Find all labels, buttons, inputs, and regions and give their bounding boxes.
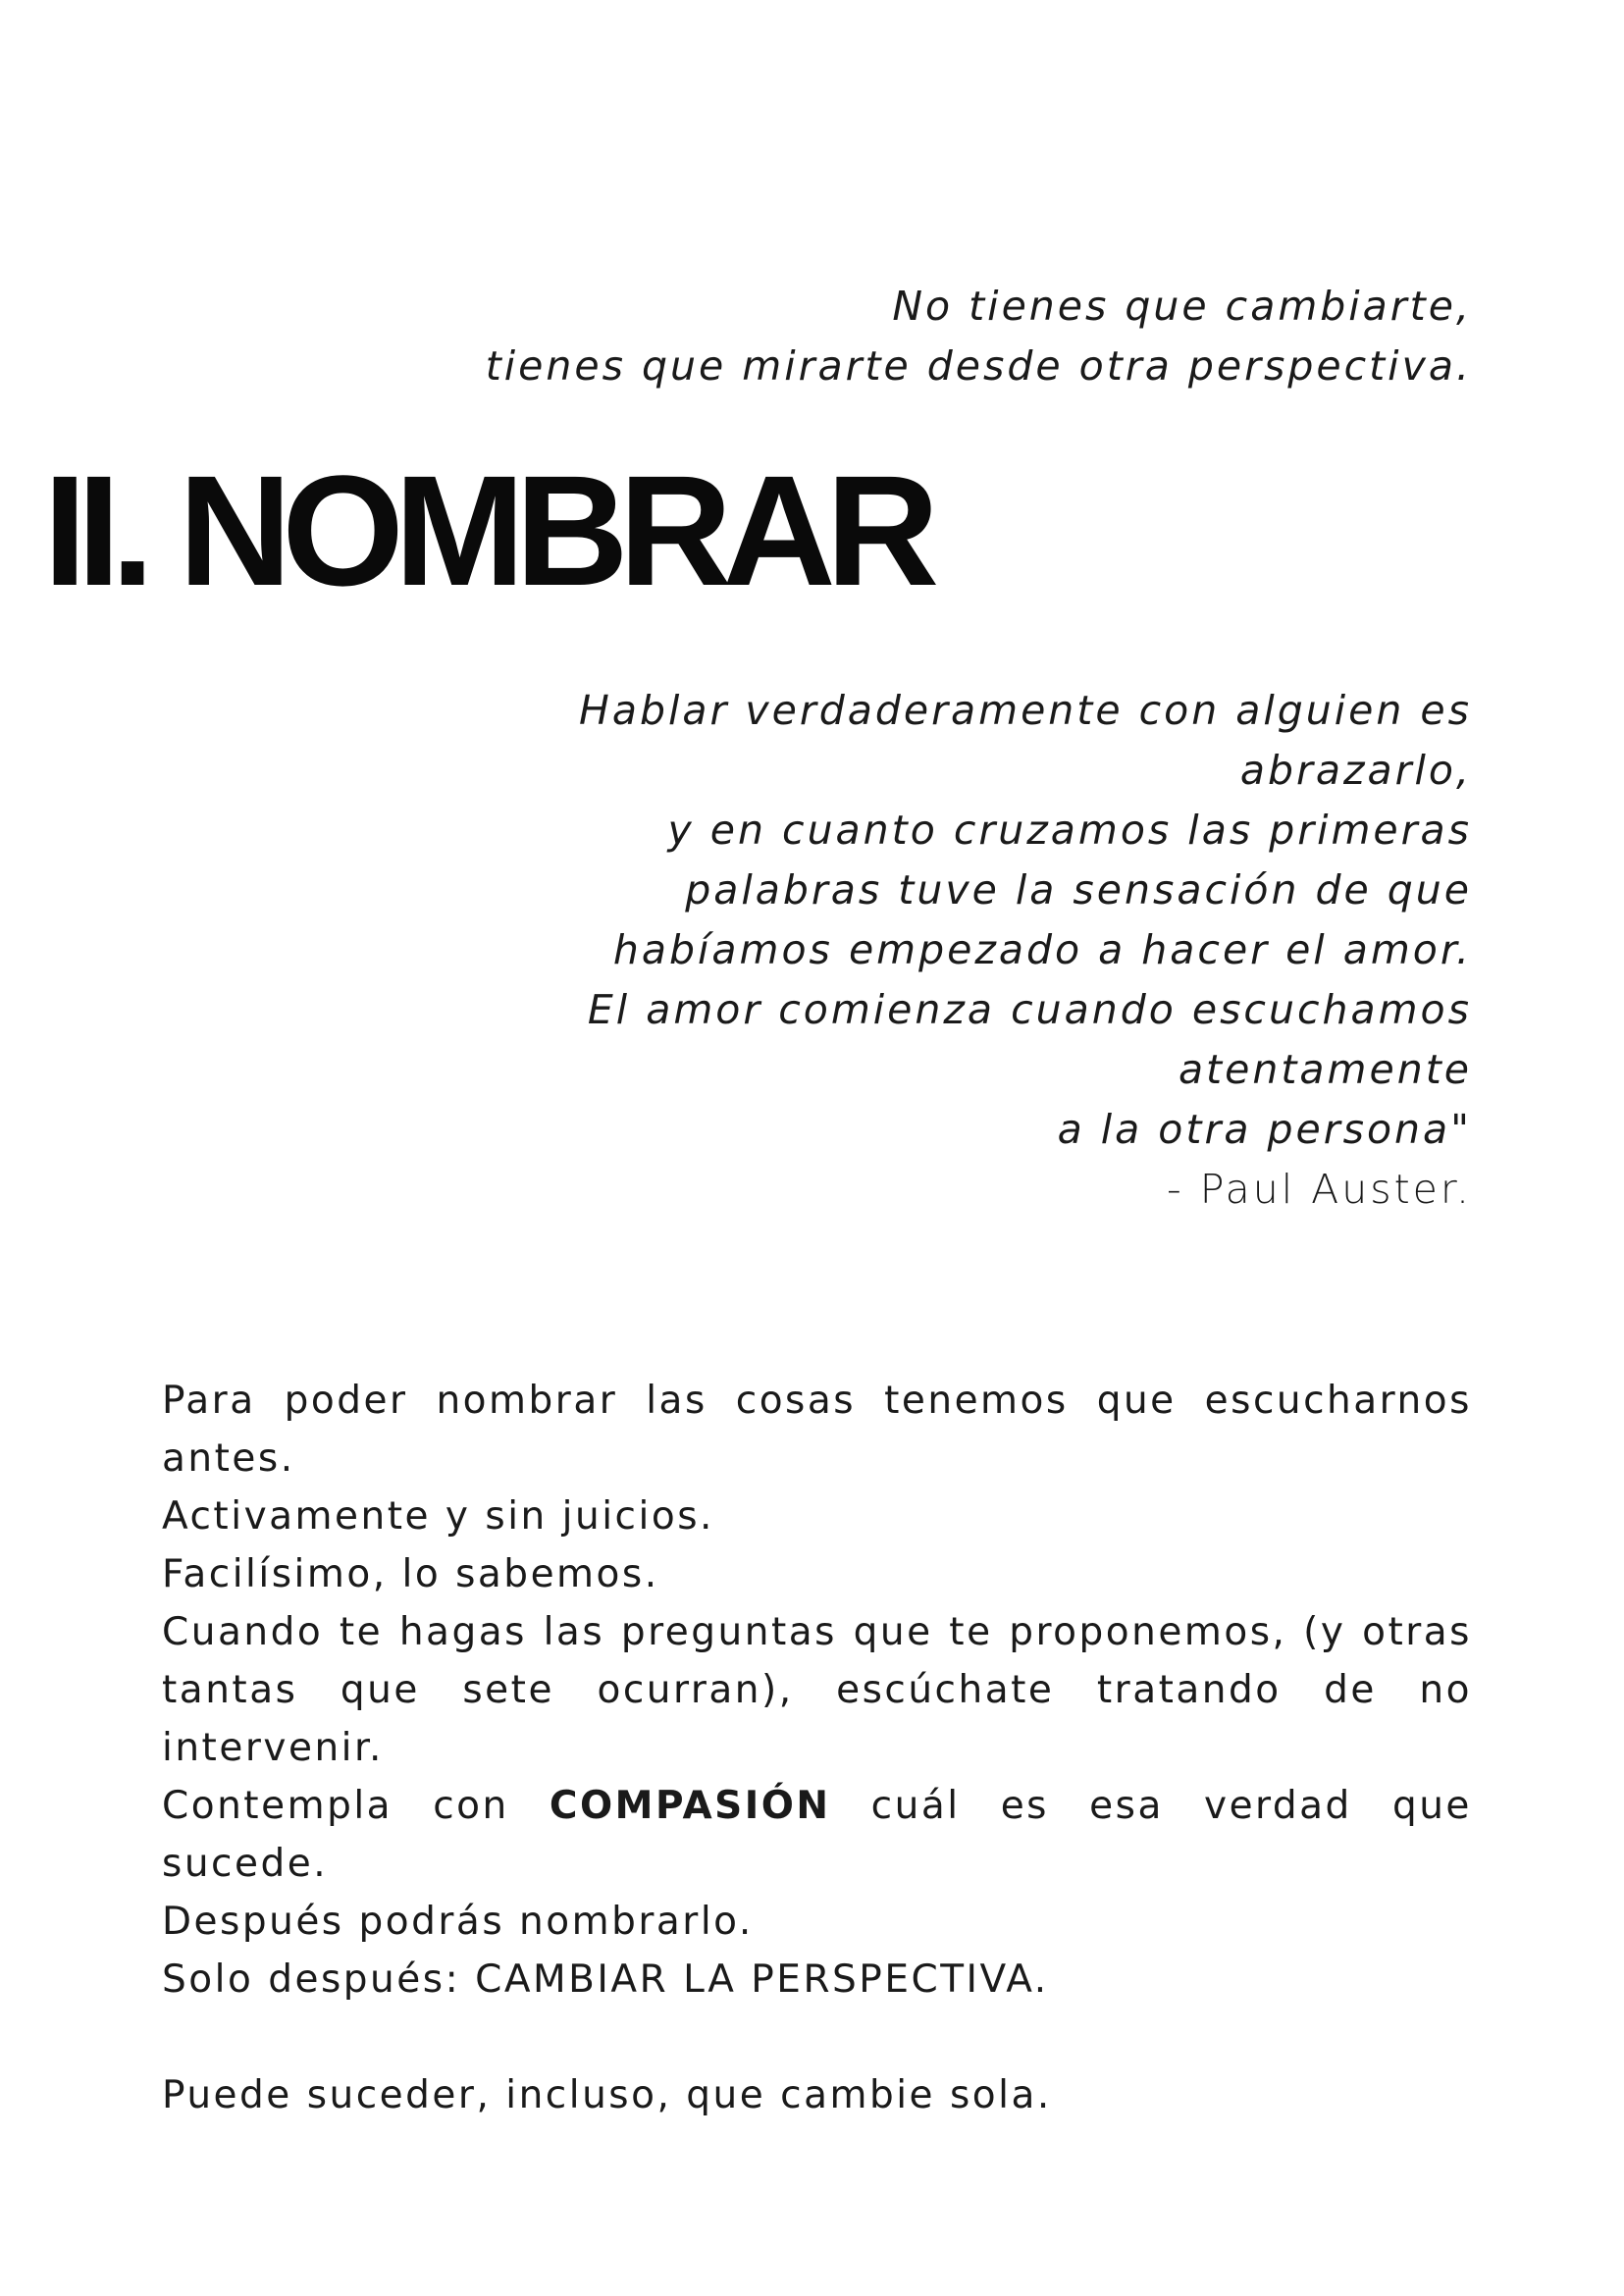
body-line: Solo después: CAMBIAR LA PERSPECTIVA. [162, 1957, 1049, 2002]
word: te [949, 1610, 993, 1654]
body-line-justified [162, 1777, 1472, 1835]
word: escúchate [836, 1668, 1055, 1712]
body-line: Puede suceder, incluso, que cambie sola. [162, 2073, 1052, 2117]
word: otras [1362, 1610, 1472, 1654]
word: Cuando [162, 1610, 324, 1654]
body-line: Facilísimo, lo sabemos. [162, 1552, 659, 1596]
word: las [646, 1379, 707, 1423]
word: hagas [398, 1610, 527, 1654]
body-line: Después podrás nombrarlo. [162, 1900, 754, 1944]
quote-line: El amor comienza cuando escuchamos [587, 986, 1472, 1033]
body-line-justified [162, 1372, 1472, 1430]
word: cuál [870, 1784, 961, 1828]
word: tratando [1096, 1668, 1282, 1712]
body-line: sucede. [162, 1842, 329, 1886]
word: no [1419, 1668, 1472, 1712]
word: tantas [162, 1668, 298, 1712]
quote-author: - Paul Auster. [1166, 1166, 1472, 1213]
word: cosas [735, 1379, 857, 1423]
epigraph-line: tienes que mirarte desde otra perspectiva. [485, 342, 1472, 390]
body-line: Activamente y sin juicios. [162, 1494, 714, 1539]
quote-line: palabras tuve la sensación de que [685, 866, 1472, 913]
word: tenemos [884, 1379, 1069, 1423]
quote-line: atentamente [1178, 1046, 1472, 1093]
word: proponemos, [1009, 1610, 1287, 1654]
word: poder [284, 1379, 408, 1423]
word: con [433, 1784, 509, 1828]
body-line: intervenir. [162, 1726, 384, 1770]
word: Para [162, 1379, 256, 1423]
word: ocurran), [597, 1668, 794, 1712]
body-text [162, 1372, 1472, 2124]
quote-line: abrazarlo, [1239, 747, 1472, 794]
epigraph-line: No tienes que cambiarte, [892, 283, 1472, 330]
word: que [1096, 1379, 1177, 1423]
quote-line: Hablar verdaderamente con alguien es [579, 687, 1472, 734]
word: Contempla [162, 1784, 393, 1828]
word: es [1000, 1784, 1050, 1828]
word: (y [1303, 1610, 1346, 1654]
word: sete [462, 1668, 554, 1712]
word: que [1391, 1784, 1472, 1828]
body-line-justified [162, 1603, 1472, 1661]
word: que [340, 1668, 420, 1712]
chapter-title: II. NOMBRAR [43, 443, 930, 618]
paragraph-gap [162, 2009, 1472, 2066]
word: te [339, 1610, 384, 1654]
body-line: antes. [162, 1436, 295, 1481]
quote-block [491, 681, 1472, 1220]
epigraph [393, 277, 1472, 396]
word: que [853, 1610, 933, 1654]
emphasis-word: COMPASIÓN [549, 1784, 831, 1828]
body-line-justified [162, 1661, 1472, 1719]
word: de [1324, 1668, 1377, 1712]
quote-line: y en cuanto cruzamos las primeras [667, 807, 1472, 854]
word: las [543, 1610, 605, 1654]
quote-line: habíamos empezado a hacer el amor. [612, 926, 1472, 973]
word: verdad [1203, 1784, 1352, 1828]
quote-line: a la otra persona" [1057, 1106, 1472, 1153]
word: nombrar [436, 1379, 618, 1423]
word: preguntas [620, 1610, 837, 1654]
word: esa [1089, 1784, 1164, 1828]
word: escucharnos [1204, 1379, 1472, 1423]
